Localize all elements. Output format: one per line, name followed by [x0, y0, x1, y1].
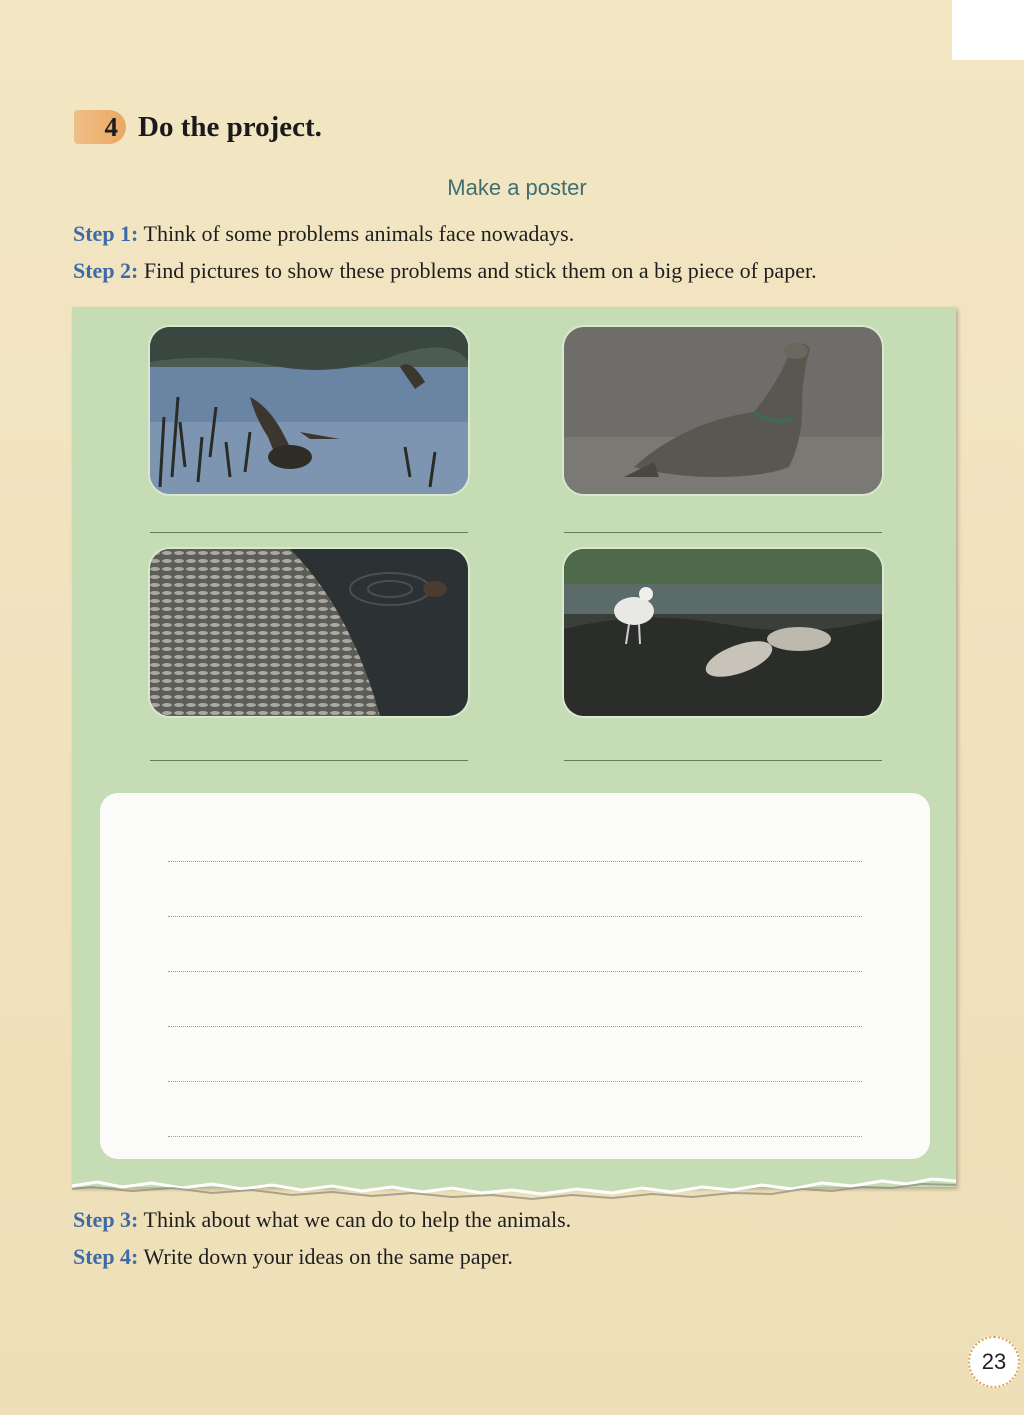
step-text: Find pictures to show these problems and stick them on a big piece of paper.	[143, 258, 817, 283]
step-text: Think about what we can do to help the animals.	[143, 1207, 572, 1232]
writing-line	[168, 916, 862, 917]
page-number	[968, 1336, 1020, 1388]
pelican-oil-spill-photo	[150, 327, 468, 494]
writing-line	[168, 861, 862, 862]
step-3	[73, 1207, 571, 1233]
poster-subtitle: Make a poster	[447, 175, 587, 200]
caption-line	[150, 760, 468, 761]
sea-lion-entangled-photo	[564, 327, 882, 494]
torn-paper-edge	[72, 1175, 956, 1201]
step-1	[73, 221, 574, 247]
caption-line	[564, 532, 882, 533]
step-4	[73, 1244, 513, 1270]
step-label: Step 1:	[73, 221, 139, 246]
exercise-number-badge	[74, 110, 126, 144]
dead-fish-photo	[150, 549, 468, 716]
exercise-title: Do the project.	[138, 110, 322, 143]
step-label: Step 3:	[73, 1207, 139, 1232]
writing-line	[168, 1081, 862, 1082]
exercise-header	[74, 108, 322, 146]
corner-blank	[952, 0, 1024, 60]
writing-line	[168, 971, 862, 972]
page-number-text: 23	[981, 1349, 1007, 1374]
step-label: Step 2:	[73, 258, 139, 283]
writing-area	[100, 793, 930, 1159]
caption-line	[150, 532, 468, 533]
writing-line	[168, 1026, 862, 1027]
step-text: Think of some problems animals face nowadays.	[143, 221, 575, 246]
caption-line	[564, 760, 882, 761]
exercise-number: 4	[104, 111, 118, 142]
writing-line	[168, 1136, 862, 1137]
step-2	[73, 258, 817, 284]
bird-polluted-shore-photo	[564, 549, 882, 716]
step-text: Write down your ideas on the same paper.	[143, 1244, 513, 1269]
step-label: Step 4:	[73, 1244, 139, 1269]
